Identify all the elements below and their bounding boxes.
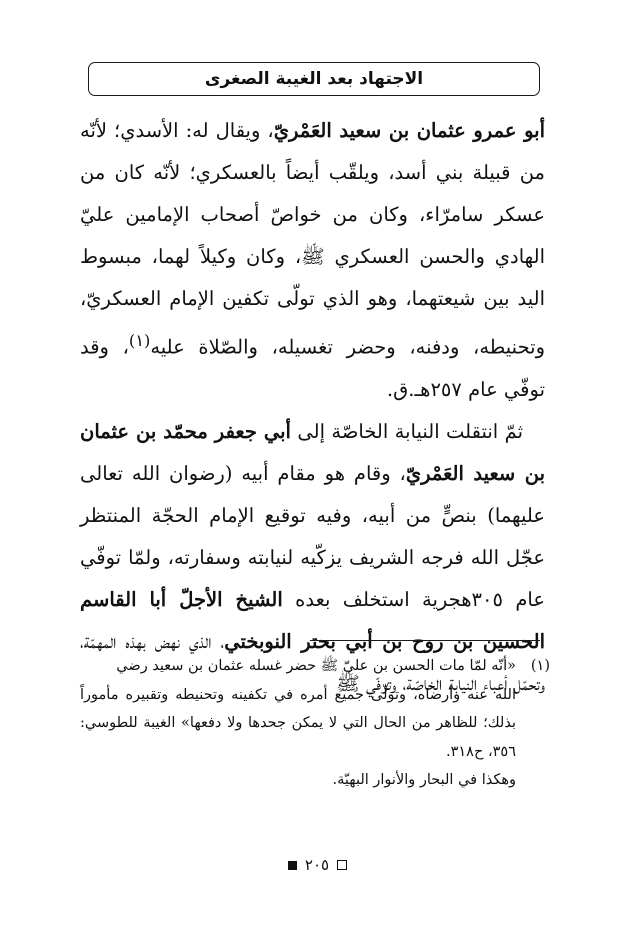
- main-text: [80, 110, 545, 705]
- paragraph-1-text: ، ويقال له: الأسدي؛ لأنّه من قبيلة بني أسد، ويلقّب أيضاً بالعسكري؛ لأنّه كان من عسكر سامرّاء، وكان من خواصّ أصحاب الإمامين عليّ الهادي والحسن العسكري ﷺ، وكان وكيلاً لهما، مبسوط اليد بين شيعتهما، وهو الذي تولّى تكفين الإمام العسكريّ، وتحنيطه، ودفنه، وحضر تغسيله، والصّلاة عليه: [80, 119, 546, 359]
- footnote-number: (١): [530, 658, 550, 674]
- footnotes: [80, 652, 550, 795]
- footnote-1-line-1: «أنّه لمّا مات الحسن بن عليّ ﷺ حضر غسله عثمان بن سعيد رضي: [116, 658, 516, 674]
- footnote-ref-1[interactable]: (١): [128, 331, 151, 350]
- paragraph-2-mid: ، وقام هو مقام أبيه (رضوان الله تعالى عليهما) بنصٍّ من أبيه، وفيه توقيع الإمام الحجّة المنتظر عجّل الله فرجه الشريف يزكّيه لنيابته وسفارته، ولمّا توفّي عام ٣٠٥هجرية استخلف بعده: [80, 461, 545, 611]
- paragraph-1: [80, 110, 545, 411]
- paragraph-2-end: ، الذي نهض بهذه المهمّة، وتحمّل أعباء النيابة الخاصّة، وتوفّي ﷺ: [80, 629, 545, 695]
- footnote-1-note: وهكذا في البحار والأنوار البهيّة.: [332, 772, 516, 788]
- page-number-row: [0, 856, 635, 874]
- running-header: [88, 62, 540, 96]
- page-number: ٢٠٥: [304, 856, 330, 874]
- name-muhammad-ibn-uthman: أبي جعفر محمّد بن عثمان بن سعيد العَمْريّ: [80, 419, 546, 485]
- footnote-1: [80, 652, 550, 681]
- filled-square-icon: [288, 861, 297, 870]
- footnote-divider: [310, 640, 540, 641]
- footnote-1-continuation: الله عنه وأرضاه، وتولّى جميع أمره في تكفينه وتحنيطه وتقبيره مأموراً بذلك؛ للظاهر من الحال التي لا يمكن جحدها ولا دفعها» الغيبة للطوسي: ٣٥٦، ح٣١٨.: [80, 686, 516, 760]
- open-square-icon: [337, 860, 347, 870]
- name-uthman-ibn-said: أبو عمرو عثمان بن سعيد العَمْريّ: [273, 119, 545, 142]
- paragraph-2-start: ثمّ انتقلت النيابة الخاصّة إلى: [297, 419, 523, 443]
- chapter-title: الاجتهاد بعد الغيبة الصغرى: [204, 69, 424, 89]
- name-husayn-ibn-rawh: الشيخ الأجلّ أبا القاسم الحسين بن روح بن أبي بحتر النوبختي: [80, 587, 545, 653]
- paragraph-1-end: ، وقد توفّي عام ٢٥٧هـ.ق.: [80, 335, 545, 401]
